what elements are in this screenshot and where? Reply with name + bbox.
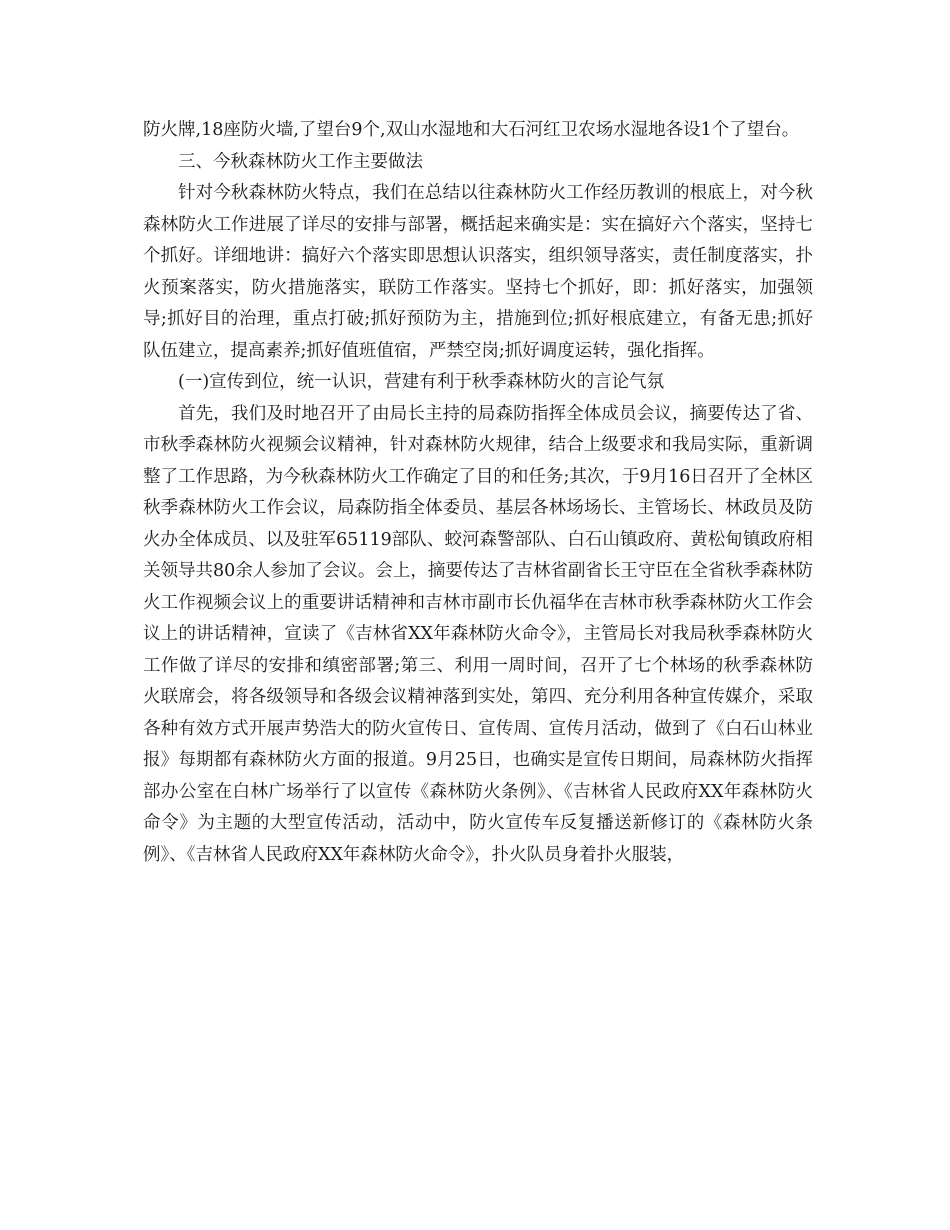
paragraph-continuation: 防火牌,18座防火墙,了望台9个,双山水湿地和大石河红卫农场水湿地各设1个了望台。 bbox=[143, 120, 800, 140]
document-body bbox=[143, 115, 813, 871]
paragraph-overview: 针对今秋森林防火特点，我们在总结以往森林防火工作经历教训的根底上，对今秋森林防火工作进展了详尽的安排与部署，概括起来确实是：实在搞好六个落实，坚持七个抓好。详细地讲：搞好六个落实即思想认识落实，组织领导落实，责任制度落实，扑火预案落实，防火措施落实，联防工作落实。坚持七个抓好，即：抓好落实，加强领导;抓好目的治理，重点打破;抓好预防为主，措施到位;抓好根底建立，有备无患;抓好队伍建立，提高素养;抓好值班值宿，严禁空岗;抓好调度运转，强化指挥。 bbox=[143, 183, 813, 361]
subsection-heading-one: (一)宣传到位，统一认识，营建有利于秋季森林防火的言论气氛 bbox=[178, 372, 665, 392]
paragraph-publicity: 首先，我们及时地召开了由局长主持的局森防指挥全体成员会议，摘要传达了省、市秋季森林防火视频会议精神，针对森林防火规律，结合上级要求和我局实际，重新调整了工作思路，为今秋森林防火工作确定了目的和任务;其次，于9月16日召开了全林区秋季森林防火工作会议，局森防指全体委员、基层各林场场长、主管场长、林政员及防火办全体成员、以及驻军65119部队、蛟河森警部队、白石山镇政府、黄松甸镇政府相关领导共80余人参加了会议。会上，摘要传达了吉林省副省长王守臣在全省秋季森林防火工作视频会议上的重要讲话精神和吉林市副市长仇福华在吉林市秋季森林防火工作会议上的讲话精神，宣读了《吉林省XX年森林防火命令》，主管局长对我局秋季森林防火工作做了详尽的安排和缜密部署;第三、利用一周时间，召开了七个林场的秋季森林防火联席会，将各级领导和各级会议精神落到实处，第四、充分利用各种宣传媒介，采取各种有效方式开展声势浩大的防火宣传日、宣传周、宣传月活动，做到了《白石山林业报》每期都有森林防火方面的报道。9月25日，也确实是宣传日期间，局森林防火指挥部办公室在白林广场举行了以宣传《森林防火条例》、《吉林省人民政府XX年森林防火命令》为主题的大型宣传活动，活动中，防火宣传车反复播送新修订的《森林防火条例》、《吉林省人民政府XX年森林防火命令》，扑火队员身着扑火服装， bbox=[143, 403, 813, 865]
section-heading-three: 三、今秋森林防火工作主要做法 bbox=[178, 151, 423, 172]
